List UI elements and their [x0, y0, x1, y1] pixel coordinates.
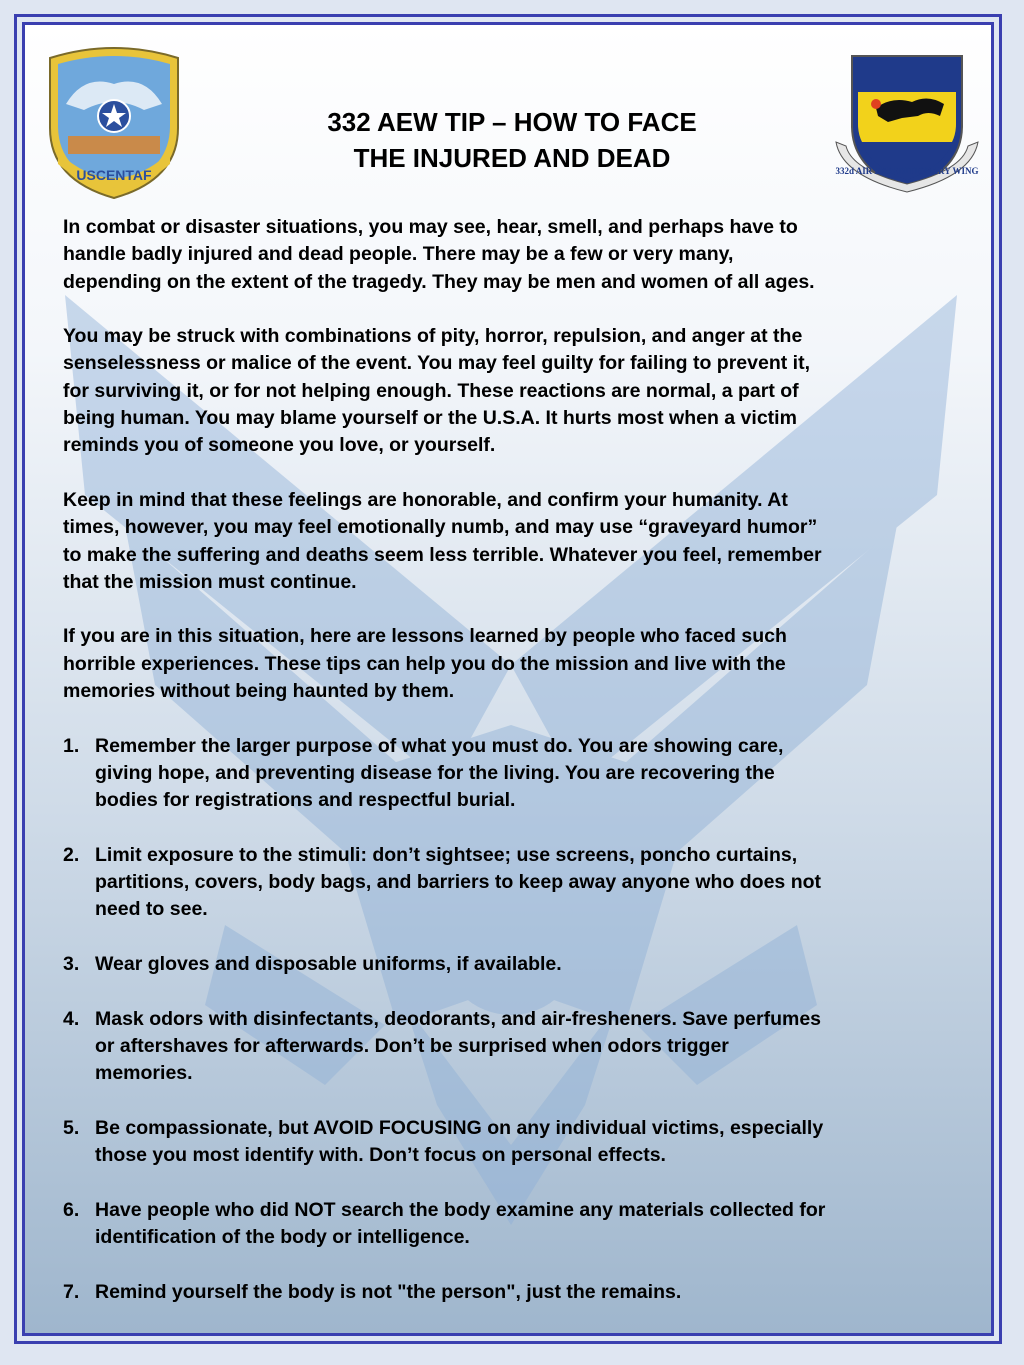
paragraph-line: to make the suffering and deaths seem less terrible. Whatever you feel, remember	[63, 543, 822, 566]
tip-number: 6.	[63, 1198, 80, 1221]
paragraph-line: for surviving it, or for not helping enough. These reactions are normal, a part of	[63, 379, 799, 402]
tip-item-1	[63, 733, 963, 815]
tip-line: partitions, covers, body bags, and barriers to keep away anyone who does not	[95, 871, 822, 894]
tip-line: Wear gloves and disposable uniforms, if available.	[95, 953, 562, 976]
body-text	[63, 214, 963, 1333]
uscentaf-emblem	[44, 44, 184, 200]
paragraph-line: memories without being haunted by them.	[63, 680, 455, 703]
tip-line: identification of the body or intelligence.	[95, 1225, 470, 1248]
paragraph-line: senselessness or malice of the event. You may feel guilty for failing to prevent it,	[63, 352, 810, 375]
tip-line: memories.	[95, 1062, 193, 1085]
paragraph-line: depending on the extent of the tragedy. They may be men and women of all ages.	[63, 270, 815, 293]
lessons-paragraph	[63, 623, 963, 705]
paragraph-line: reminds you of someone you love, or yourself.	[63, 434, 496, 457]
intro-paragraph	[63, 214, 963, 296]
tip-line: Limit exposure to the stimuli: don’t sightsee; use screens, poncho curtains,	[95, 843, 798, 866]
tip-number: 1.	[63, 734, 80, 757]
paragraph-line: If you are in this situation, here are lessons learned by people who faced such	[63, 625, 787, 648]
tip-item-6	[63, 1197, 963, 1252]
tip-line: Have people who did NOT search the body examine any materials collected for	[95, 1198, 826, 1221]
uscentaf-emblem-text: USCENTAF	[76, 167, 152, 183]
paragraph-line: In combat or disaster situations, you may see, hear, smell, and perhaps have to	[63, 216, 798, 238]
paragraph-line: being human. You may blame yourself or the U.S.A. It hurts most when a victim	[63, 407, 797, 430]
title-line: THE INJURED AND DEAD	[353, 143, 671, 173]
tip-line: Mask odors with disinfectants, deodorants, and air-fresheners. Save perfumes	[95, 1007, 822, 1030]
title-line: 332 AEW TIP – HOW TO FACE	[327, 107, 697, 137]
tip-item-7	[63, 1279, 963, 1306]
tip-number: 2.	[63, 843, 80, 866]
paragraph-line: horrible experiences. These tips can help you do the mission and live with the	[63, 652, 786, 675]
tip-line: giving hope, and preventing disease for the living. You are recovering the	[95, 761, 775, 784]
reactions-paragraph	[63, 323, 963, 459]
332-aew-emblem	[832, 46, 982, 194]
tip-number: 3.	[63, 953, 80, 976]
paragraph-line: handle badly injured and dead people. There may be a few or very many,	[63, 243, 734, 266]
tip-line: those you most identify with. Don’t focus on personal effects.	[95, 1144, 666, 1167]
tip-line: Be compassionate, but AVOID FOCUSING on any individual victims, especially	[95, 1116, 824, 1139]
tip-line: Remember the larger purpose of what you must do. You are showing care,	[95, 734, 784, 757]
paragraph-line: Keep in mind that these feelings are honorable, and confirm your humanity. At	[63, 488, 788, 511]
tip-line: or aftershaves for afterwards. Don’t be surprised when odors trigger	[95, 1034, 729, 1057]
tip-item-4	[63, 1006, 963, 1088]
tip-line: bodies for registrations and respectful burial.	[95, 789, 516, 812]
paragraph-line: You may be struck with combinations of pity, horror, repulsion, and anger at the	[63, 325, 803, 348]
tip-number: 5.	[63, 1116, 80, 1139]
paragraph-line: times, however, you may feel emotionally numb, and may use “graveyard humor”	[63, 516, 818, 539]
page-title	[230, 104, 794, 176]
332-aew-emblem-text: 332d AIR EXPEDITIONARY WING	[835, 166, 979, 176]
tip-line: need to see.	[95, 898, 208, 921]
tip-number: 4.	[63, 1007, 80, 1030]
tip-item-2	[63, 842, 963, 924]
tip-number: 7.	[63, 1280, 80, 1303]
feelings-paragraph	[63, 487, 963, 596]
tip-line: Remind yourself the body is not "the person", just the remains.	[95, 1280, 682, 1303]
paragraph-line: that the mission must continue.	[63, 570, 357, 593]
tip-item-5	[63, 1115, 963, 1170]
tip-item-3	[63, 951, 963, 978]
